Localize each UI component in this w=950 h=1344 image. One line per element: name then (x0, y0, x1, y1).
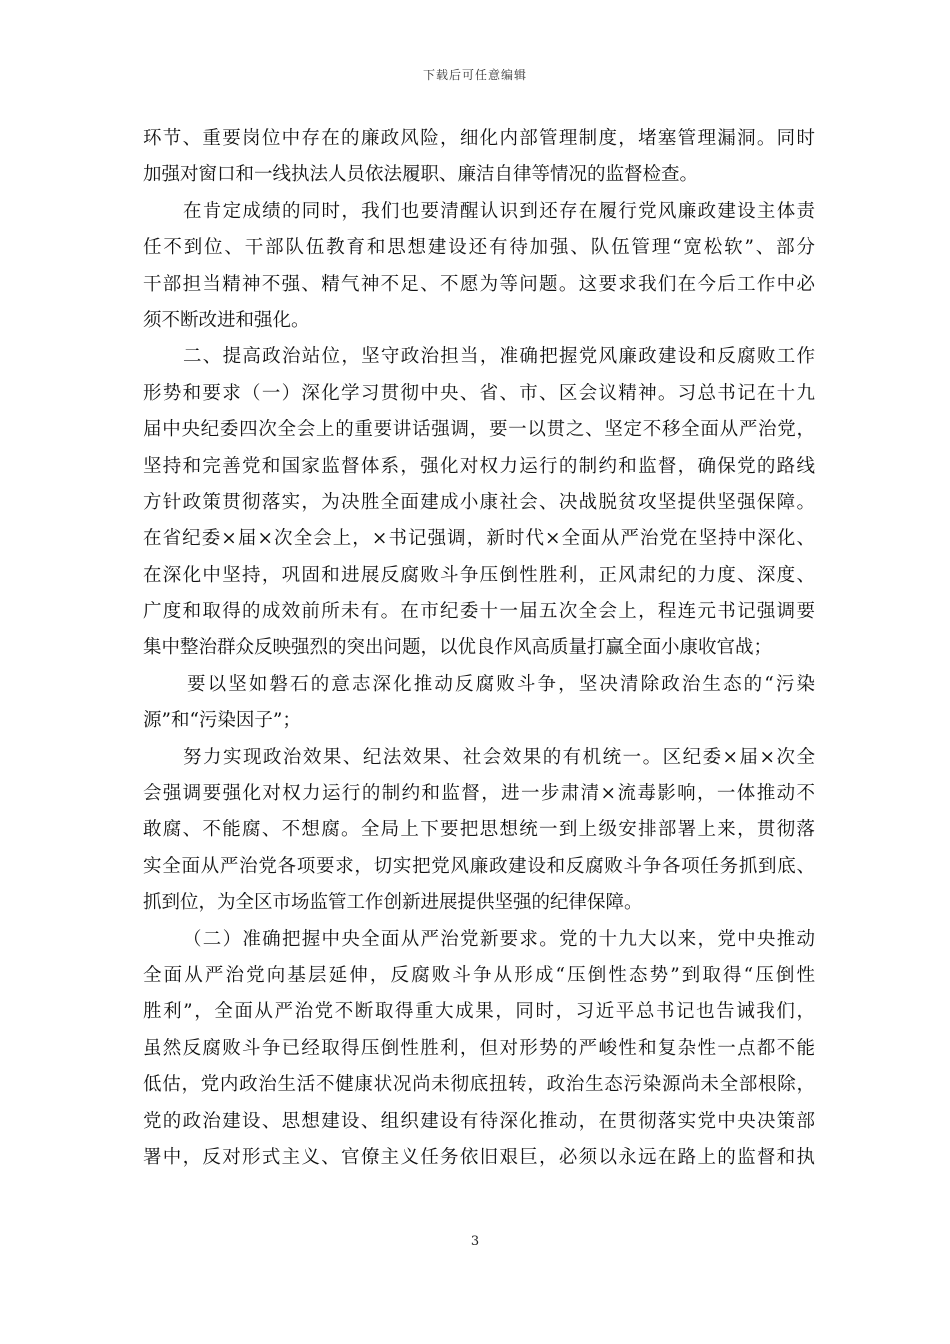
text-line: 加强对窗口和一线执法人员依法履职、廉洁自律等情况的监督检查。 (143, 164, 699, 186)
text-line: 胜利”，全面从严治党不断取得重大成果，同时，习近平总书记也告诫我们， (143, 1001, 815, 1023)
text-line: 在肯定成绩的同时，我们也要清醒认识到还存在履行党风廉政建设主体责 (183, 200, 815, 222)
text-line: 抓到位，为全区市场监管工作创新进展提供坚强的纪律保障。 (143, 892, 643, 914)
text-line: 在深化中坚持，巩固和进展反腐败斗争压倒性胜利，正风肃纪的力度、深度、 (143, 564, 815, 586)
text-line: 广度和取得的成效前所未有。在市纪委十一届五次全会上，程连元书记强调要 (143, 601, 815, 623)
text-line: 要以坚如磐石的意志深化推动反腐败斗争，坚决清除政治生态的“污染 (187, 673, 815, 695)
text-line: 任不到位、干部队伍教育和思想建设还有待加强、队伍管理“宽松软”、部分 (143, 237, 815, 259)
text-line: 方针政策贯彻落实，为决胜全面建成小康社会、决战脱贫攻坚提供坚强保障。 (143, 491, 815, 513)
text-line: 低估，党内政治生活不健康状况尚未彻底扭转，政治生态污染源尚未全部根除， (143, 1074, 815, 1096)
text-line: 形势和要求（一）深化学习贯彻中央、省、市、区会议精神。习总书记在十九 (143, 382, 815, 404)
text-line: 署中，反对形式主义、官僚主义任务依旧艰巨，必须以永远在路上的监督和执 (143, 1146, 815, 1168)
text-line: 全面从严治党向基层延伸，反腐败斗争从形成“压倒性态势”到取得“压倒性 (143, 964, 815, 986)
text-line: 虽然反腐败斗争已经取得压倒性胜利，但对形势的严峻性和复杂性一点都不能 (143, 1037, 815, 1059)
text-line: 实全面从严治党各项要求，切实把党风廉政建设和反腐败斗争各项任务抓到底、 (143, 855, 815, 877)
text-line: 干部担当精神不强、精气神不足、不愿为等问题。这要求我们在今后工作中必 (143, 273, 815, 295)
text-line: 在省纪委×届×次全会上，×书记强调，新时代×全面从严治党在坚持中深化、 (143, 528, 815, 550)
text-line: 敢腐、不能腐、不想腐。全局上下要把思想统一到上级安排部署上来，贯彻落 (143, 819, 815, 841)
text-line: 源”和“污染因子”； (143, 710, 301, 732)
text-line: 届中央纪委四次全会上的重要讲话强调，要一以贯之、坚定不移全面从严治党， (143, 419, 815, 441)
text-line: （二）准确把握中央全面从严治党新要求。党的十九大以来，党中央推动 (183, 928, 815, 950)
text-line: 努力实现政治效果、纪法效果、社会效果的有机统一。区纪委×届×次全 (183, 746, 815, 768)
page-number: 3 (470, 1234, 480, 1249)
text-line: 集中整治群众反映强烈的突出问题，以优良作风高质量打赢全面小康收官战； (143, 637, 773, 659)
page-header: 下载后可任意编辑 (422, 68, 527, 82)
text-line: 须不断改进和强化。 (143, 309, 310, 331)
text-line: 环节、重要岗位中存在的廉政风险，细化内部管理制度，堵塞管理漏洞。同时 (143, 128, 815, 149)
text-line: 二、提高政治站位，坚守政治担当，准确把握党风廉政建设和反腐败工作 (183, 346, 815, 368)
body-text (143, 121, 815, 1176)
text-line: 坚持和完善党和国家监督体系，强化对权力运行的制约和监督，确保党的路线 (143, 455, 815, 477)
text-line: 党的政治建设、思想建设、组织建设有待深化推动，在贯彻落实党中央决策部 (143, 1110, 815, 1132)
text-line: 会强调要强化对权力运行的制约和监督，进一步肃清×流毒影响，一体推动不 (143, 783, 815, 805)
